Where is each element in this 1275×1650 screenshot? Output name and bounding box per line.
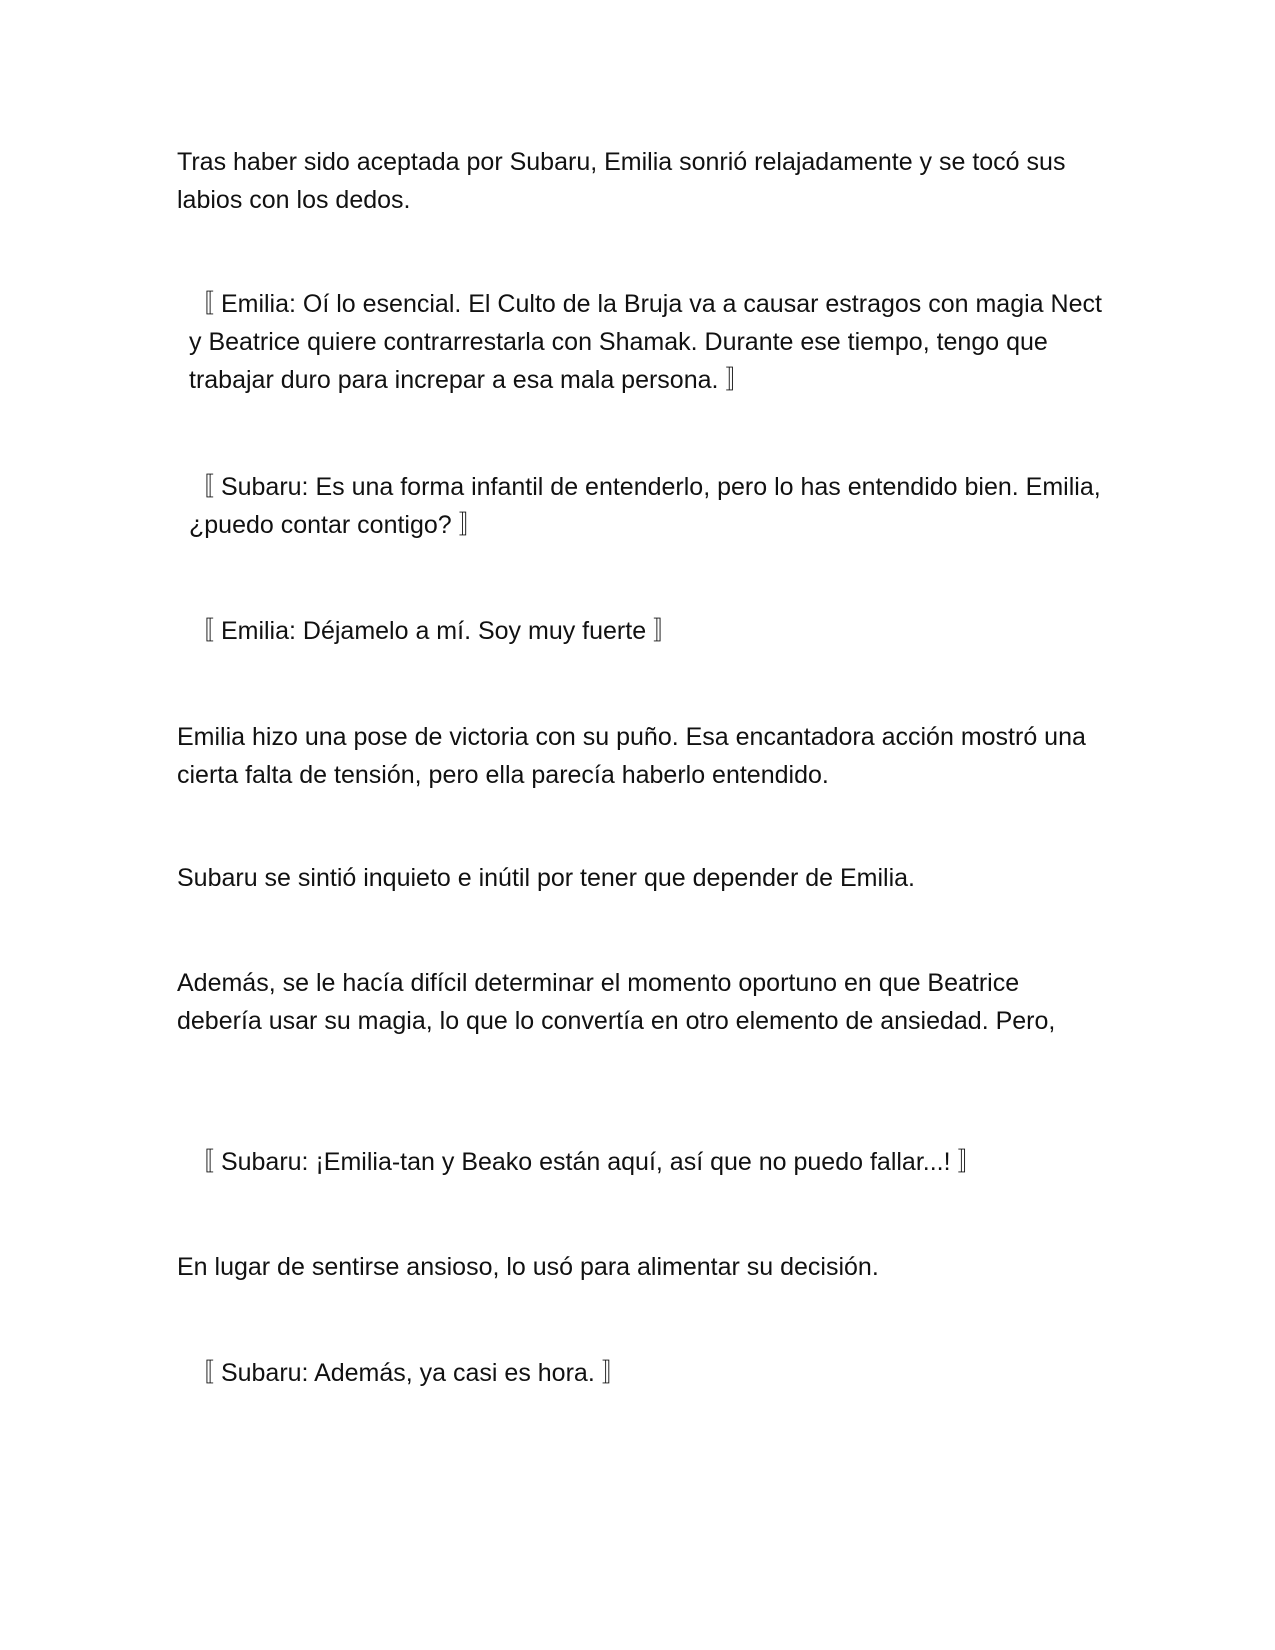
- narration-paragraph: Tras haber sido aceptada por Subaru, Emilia sonrió relajadamente y se tocó sus labios con los dedos.: [177, 148, 1066, 214]
- dialogue-paragraph-emilia: 〚 Emilia: Oí lo esencial. El Culto de la Bruja va a causar estragos con magia Nect y Beatrice quiere contrarrestarla con Shamak. Durante ese tiempo, tengo que trabajar duro para increpar a esa mala persona. 〛: [189, 290, 1102, 394]
- dialogue-paragraph-emilia: 〚 Emilia: Déjamelo a mí. Soy muy fuerte 〛: [189, 617, 679, 645]
- dialogue-paragraph-subaru: 〚 Subaru: Además, ya casi es hora. 〛: [189, 1359, 627, 1387]
- dialogue-paragraph-subaru: 〚 Subaru: Es una forma infantil de entenderlo, pero lo has entendido bien. Emilia, ¿puedo contar contigo? 〛: [189, 473, 1101, 539]
- dialogue-paragraph-subaru: 〚 Subaru: ¡Emilia-tan y Beako están aquí, así que no puedo fallar...! 〛: [189, 1148, 983, 1176]
- narration-paragraph: Además, se le hacía difícil determinar el momento oportuno en que Beatrice debería usar su magia, lo que lo convertía en otro elemento de ansiedad. Pero,: [177, 969, 1056, 1035]
- narration-paragraph: Emilia hizo una pose de victoria con su puño. Esa encantadora acción mostró una cierta falta de tensión, pero ella parecía haberlo entendido.: [177, 723, 1086, 789]
- narration-paragraph: En lugar de sentirse ansioso, lo usó para alimentar su decisión.: [177, 1253, 879, 1281]
- narration-paragraph: Subaru se sintió inquieto e inútil por tener que depender de Emilia.: [177, 864, 915, 892]
